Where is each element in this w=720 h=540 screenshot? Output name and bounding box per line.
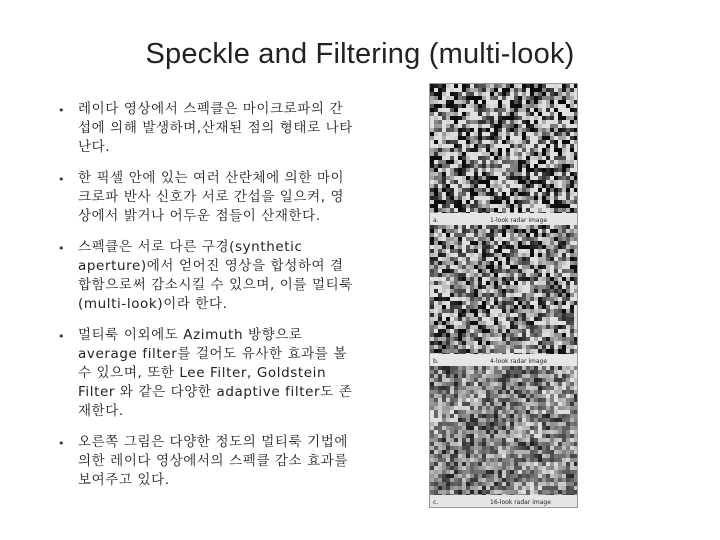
bullet-icon: • [58,104,65,117]
bullet-item [54,100,354,157]
bullet-text: 한 픽셀 안에 있는 여러 산란체에 의한 마이크로파 반사 신호가 서로 간섭을 일으켜, 영상에서 밝거나 어두운 점들이 산재한다. [78,170,345,224]
panel-marker: b. [433,358,439,365]
bullet-icon: • [58,330,65,343]
panel-caption: 4-look radar image [490,358,548,365]
bullet-text: 오른쪽 그림은 다양한 정도의 멀티룩 기법에 의한 레이다 영상에서의 스펙클 감소 효과를 보여주고 있다. [78,434,348,488]
panel-marker: c. [433,499,439,506]
slide-title: Speckle and Filtering (multi-look) [145,38,575,70]
bullet-icon: • [58,173,65,186]
bullet-item [54,169,354,226]
bullet-icon: • [58,437,65,450]
bullet-list [54,100,354,502]
bullet-item [54,433,354,490]
radar-image-panel [430,225,577,366]
radar-image-panel [430,84,577,225]
panel-caption: 16-look radar image [490,499,551,506]
speckle-radar-images [430,84,577,507]
bullet-text: 스펙클은 서로 다른 구경(synthetic aperture)에서 얻어진 영상을 합성하여 결합함으로써 감소시킬 수 있으며, 이를 멀티룩(multi-look)이라 한다. [78,239,353,312]
radar-image-figure [429,83,578,508]
panel-marker: a. [433,217,439,224]
bullet-item [54,326,354,421]
panel-caption: 1-look radar image [490,217,548,224]
bullet-text: 레이다 영상에서 스펙클은 마이크로파의 간섭에 의해 발생하며,산재된 점의 형태로 나타난다. [78,101,353,155]
bullet-text: 멀티룩 이외에도 Azimuth 방향으로 average filter를 걸어도 유사한 효과를 볼 수 있으며, 또한 Lee Filter, Goldstein Filter 와 같은 다양한 adaptive filter도 존재한다. [78,327,353,419]
bullet-icon: • [58,242,65,255]
radar-image-panel [430,366,577,507]
bullet-item [54,238,354,314]
